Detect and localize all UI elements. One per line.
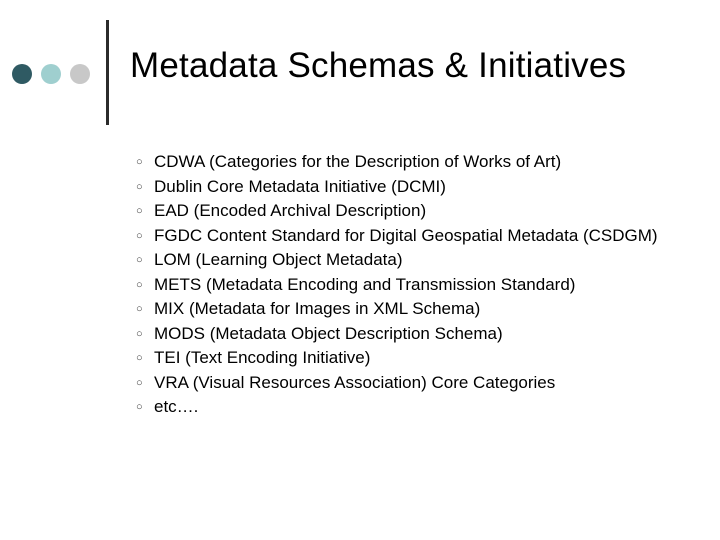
list-item — [136, 150, 696, 175]
list-item-text: METS (Metadata Encoding and Transmission Standard) — [154, 274, 576, 294]
list-item — [136, 273, 696, 298]
list-item-text: Dublin Core Metadata Initiative (DCMI) — [154, 176, 446, 196]
hollow-circle-bullet-icon: ○ — [136, 205, 143, 217]
title-divider-line — [106, 20, 109, 125]
list-item-text: CDWA (Categories for the Description of Works of Art) — [154, 152, 562, 171]
decorative-dot-dark — [12, 64, 32, 84]
hollow-circle-bullet-icon: ○ — [136, 303, 143, 315]
list-item — [136, 297, 696, 322]
list-item — [136, 175, 696, 200]
list-item-text: TEI (Text Encoding Initiative) — [154, 348, 371, 367]
bullet-list — [136, 150, 696, 420]
list-item-text: EAD (Encoded Archival Description) — [154, 201, 427, 220]
hollow-circle-bullet-icon: ○ — [136, 156, 143, 168]
hollow-circle-bullet-icon: ○ — [136, 401, 143, 413]
hollow-circle-bullet-icon: ○ — [136, 352, 143, 364]
hollow-circle-bullet-icon: ○ — [136, 180, 143, 193]
list-item — [136, 395, 696, 420]
list-item — [136, 322, 696, 347]
list-item — [136, 248, 696, 273]
hollow-circle-bullet-icon: ○ — [136, 376, 143, 389]
list-item — [136, 224, 696, 249]
list-item-text: MODS (Metadata Object Description Schema) — [154, 323, 503, 343]
list-item-text: VRA (Visual Resources Association) Core Categories — [154, 372, 556, 392]
list-item — [136, 346, 696, 371]
decorative-dot-gray — [70, 64, 90, 84]
list-item — [136, 199, 696, 224]
list-item-text: etc…. — [154, 397, 199, 416]
list-item — [136, 371, 696, 396]
hollow-circle-bullet-icon: ○ — [136, 254, 143, 266]
list-item-text: MIX (Metadata for Images in XML Schema) — [154, 299, 481, 318]
hollow-circle-bullet-icon: ○ — [136, 327, 143, 340]
list-item-text: LOM (Learning Object Metadata) — [154, 250, 403, 269]
hollow-circle-bullet-icon: ○ — [136, 278, 143, 291]
hollow-circle-bullet-icon: ○ — [136, 229, 143, 242]
list-item-text: FGDC Content Standard for Digital Geospatial Metadata (CSDGM) — [154, 225, 658, 245]
decorative-dot-teal — [41, 64, 61, 84]
slide-title: Metadata Schemas & Initiatives — [130, 46, 627, 85]
